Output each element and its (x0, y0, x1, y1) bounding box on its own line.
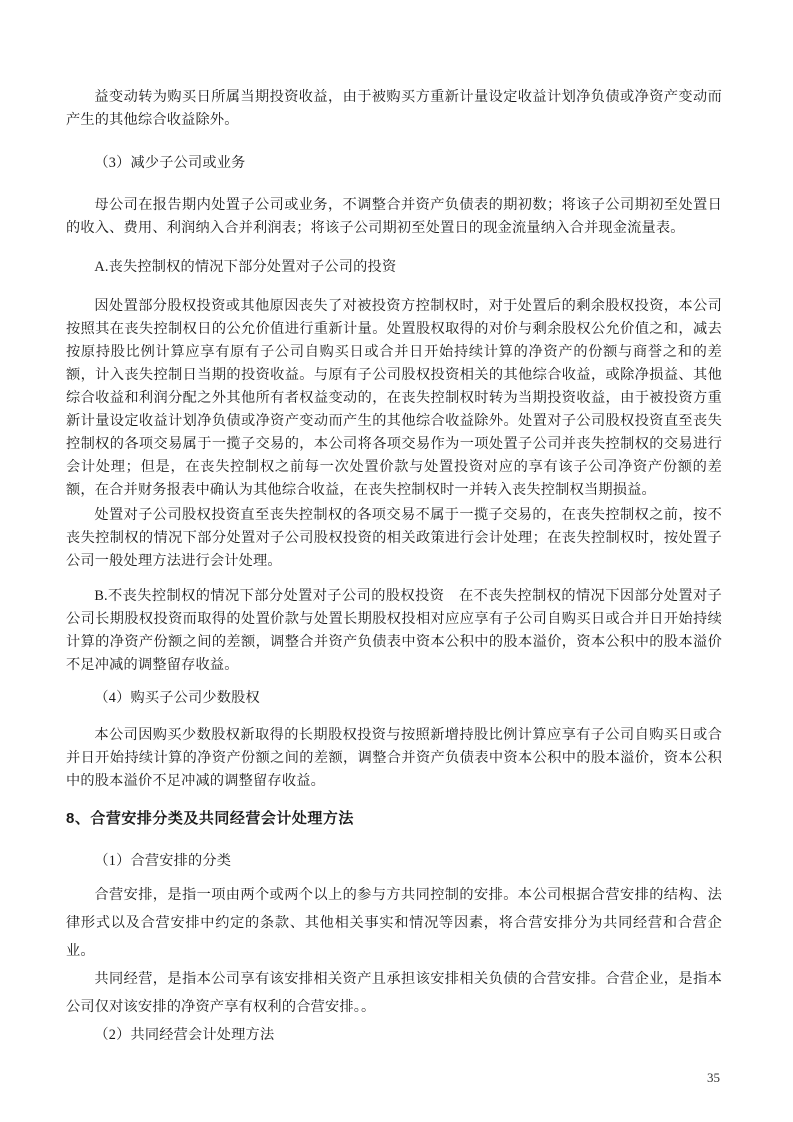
paragraph-joint-operation-definition: 共同经营，是指本公司享有该安排相关资产且承担该安排相关负债的合营安排。合营企业，是指本公司仅对该安排的净资产享有权利的合营安排。。 (66, 971, 722, 1015)
paragraph-continuation: 益变动转为购买日所属当期投资收益，由于被购买方重新计量设定收益计划净负债或净资产变动而产生的其他综合收益除外。 (66, 89, 722, 128)
item-heading-a-loss-of-control: A.丧失控制权的情况下部分处置对子公司的投资 (94, 259, 397, 275)
subsection-heading-2-joint-operation-accounting: （2）共同经营会计处理方法 (94, 1027, 275, 1043)
paragraph-joint-arrangement-definition: 合营安排，是指一项由两个或两个以上的参与方共同控制的安排。本公司根据合营安排的结构、法律形式以及合营安排中约定的条款、其他相关事实和情况等因素，将合营安排分为共同经营和合营企业。 (66, 887, 722, 959)
subsection-heading-4-purchase-minority-interest: （4）购买子公司少数股权 (94, 690, 260, 706)
paragraph-non-package-transactions: 处置对子公司股权投资直至丧失控制权的各项交易不属于一揽子交易的，在丧失控制权之前，按不丧失控制权的情况下部分处置对子公司股权投资的相关政策进行会计处理；在丧失控制权时，按处置子公司一般处理方法进行会计处理。 (66, 507, 722, 569)
paragraph-disposal-in-period: 母公司在报告期内处置子公司或业务，不调整合并资产负债表的期初数；将该子公司期初至处置日的收入、费用、利润纳入合并利润表；将该子公司期初至处置日的现金流量纳入合并现金流量表。 (66, 197, 722, 236)
paragraph-b-partial-disposal-no-loss-of-control: B.不丧失控制权的情况下部分处置对子公司的股权投资 在不丧失控制权的情况下因部分处置对子公司长期股权投资而取得的处置价款与处置长期股权投相对应应享有子公司自购买日或合并日开始持续计算的净资产份额之间的差额，调整合并资产负债表中资本公积中的股本溢价，资本公积中的股本溢价不足冲减的调整留存收益。 (66, 588, 722, 673)
page-number: 35 (707, 1070, 720, 1085)
paragraph-loss-of-control-accounting: 因处置部分股权投资或其他原因丧失了对被投资方控制权时，对于处置后的剩余股权投资，本公司按照其在丧失控制权日的公允价值进行重新计量。处置股权取得的对价与剩余股权公允价值之和，减去按原持股比例计算应享有原有子公司自购买日或合并日开始持续计算的净资产的份额与商誉之和的差额，计入丧失控制日当期的投资收益。与原有子公司股权投资相关的其他综合收益，或除净损益、其他综合收益和利润分配之外其他所有者权益变动的，在丧失控制权时转为当期投资收益，由于被投资方重新计量设定收益计划净负债或净资产变动而产生的其他综合收益除外。处置对子公司股权投资直至丧失控制权的各项交易属于一揽子交易的，本公司将各项交易作为一项处置子公司并丧失控制权的交易进行会计处理；但是，在丧失控制权之前每一次处置价款与处置投资对应的享有该子公司净资产份额的差额，在合并财务报表中确认为其他综合收益，在丧失控制权时一并转入丧失控制权当期损益。 (66, 298, 722, 498)
paragraph-minority-interest-accounting: 本公司因购买少数股权新取得的长期股权投资与按照新增持股比例计算应享有子公司自购买日或合并日开始持续计算的净资产份额之间的差额，调整合并资产负债表中资本公积中的股本溢价，资本公积中的股本溢价不足冲减的调整留存收益。 (66, 727, 722, 789)
subsection-heading-3-reduce-subsidiary: （3）减少子公司或业务 (94, 155, 246, 171)
subsection-heading-1-classification: （1）合营安排的分类 (94, 853, 232, 869)
section-heading-8-joint-arrangements: 8、合营安排分类及共同经营会计处理方法 (66, 810, 354, 827)
